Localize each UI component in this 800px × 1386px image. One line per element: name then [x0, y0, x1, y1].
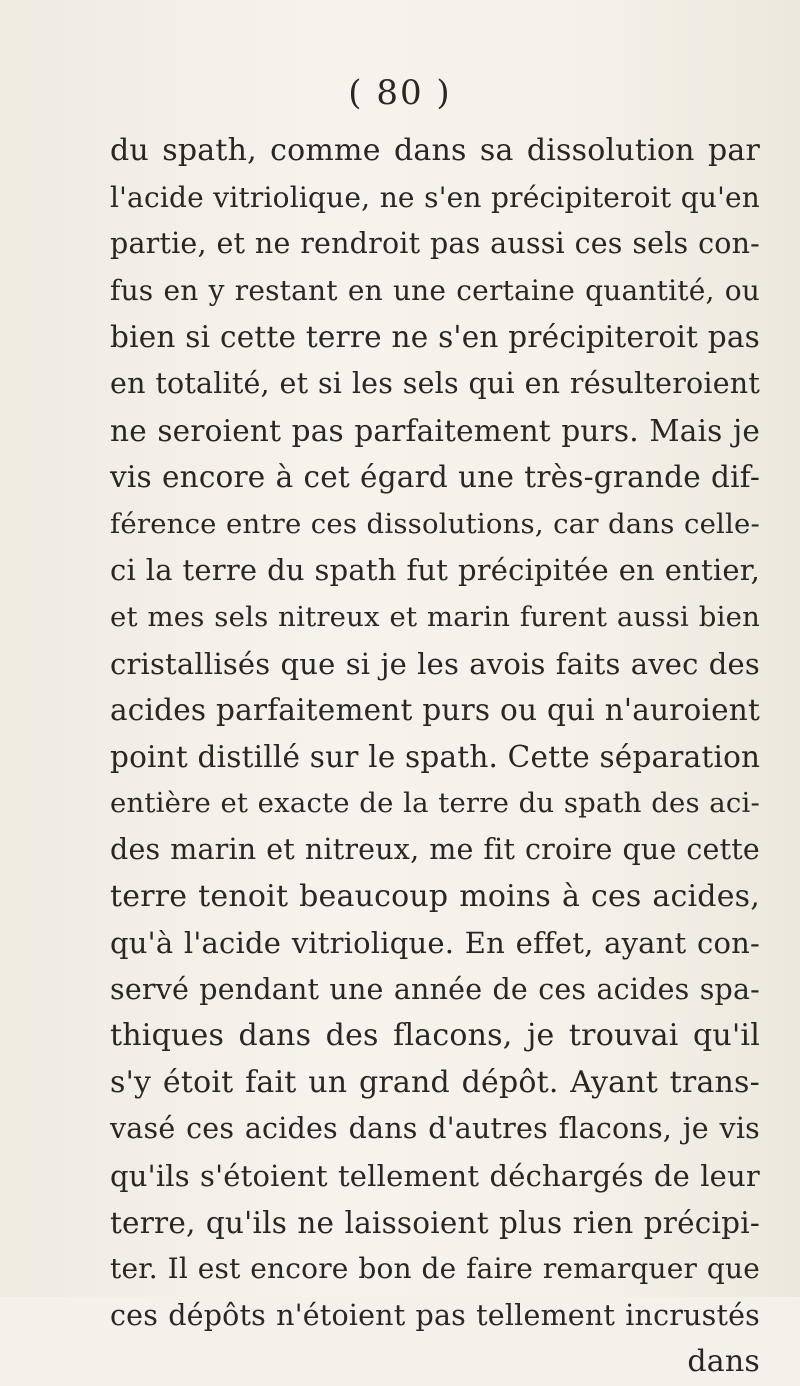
text-line: qu'ils s'étoient tellement déchargés de leur: [110, 1159, 760, 1194]
text-line: des marin et nitreux, me fit croire que cette: [110, 832, 760, 866]
text-line: férence entre ces dissolutions, car dans celle-: [110, 507, 760, 540]
text-line: partie, et ne rendroit pas aussi ces sels con-: [110, 227, 760, 261]
text-line: l'acide vitriolique, ne s'en précipiteroit qu'en: [110, 180, 760, 214]
text-line: servé pendant une année de ces acides spa-: [110, 972, 760, 1006]
text-line: entière et exacte de la terre du spath des aci-: [110, 787, 760, 820]
text-line: vasé ces acides dans d'autres flacons, je vis: [110, 1112, 760, 1146]
text-line: ter. Il est encore bon de faire remarquer que: [110, 1252, 760, 1286]
text-line: ci la terre du spath fut précipitée en entier,: [110, 553, 760, 588]
text-line: acides parfaitement purs ou qui n'auroient: [110, 693, 760, 728]
text-line: ne seroient pas parfaitement purs. Mais je: [110, 413, 760, 448]
text-line: terre, qu'ils ne laissoient plus rien précipi-: [110, 1205, 760, 1240]
text-line: qu'à l'acide vitriolique. En effet, ayant con-: [110, 926, 760, 961]
text-line: en totalité, et si les sels qui en résulteroient: [110, 366, 760, 400]
body-text: [110, 128, 760, 1386]
text-line: ces dépôts n'étoient pas tellement incrustés: [110, 1298, 760, 1332]
text-line: terre tenoit beaucoup moins à ces acides,: [110, 878, 760, 914]
catchword: dans: [687, 1344, 760, 1380]
text-line: vis encore à cet égard une très-grande dif-: [110, 460, 760, 495]
text-line: thiques dans des flacons, je trouvai qu'il: [110, 1018, 760, 1054]
text-line: cristallisés que si je les avois faits avec des: [110, 646, 760, 681]
text-line: s'y étoit fait un grand dépôt. Ayant trans-: [110, 1064, 760, 1100]
text-line: fus en y restant en une certaine quantité, ou: [110, 273, 760, 307]
page-number: ( 80 ): [348, 73, 452, 113]
text-line: point distillé sur le spath. Cette séparation: [110, 739, 761, 774]
text-line: bien si cette terre ne s'en précipiteroit pas: [110, 320, 760, 355]
text-line: du spath, comme dans sa dissolution par: [110, 133, 760, 168]
text-line: et mes sels nitreux et marin furent aussi bien: [110, 600, 760, 633]
